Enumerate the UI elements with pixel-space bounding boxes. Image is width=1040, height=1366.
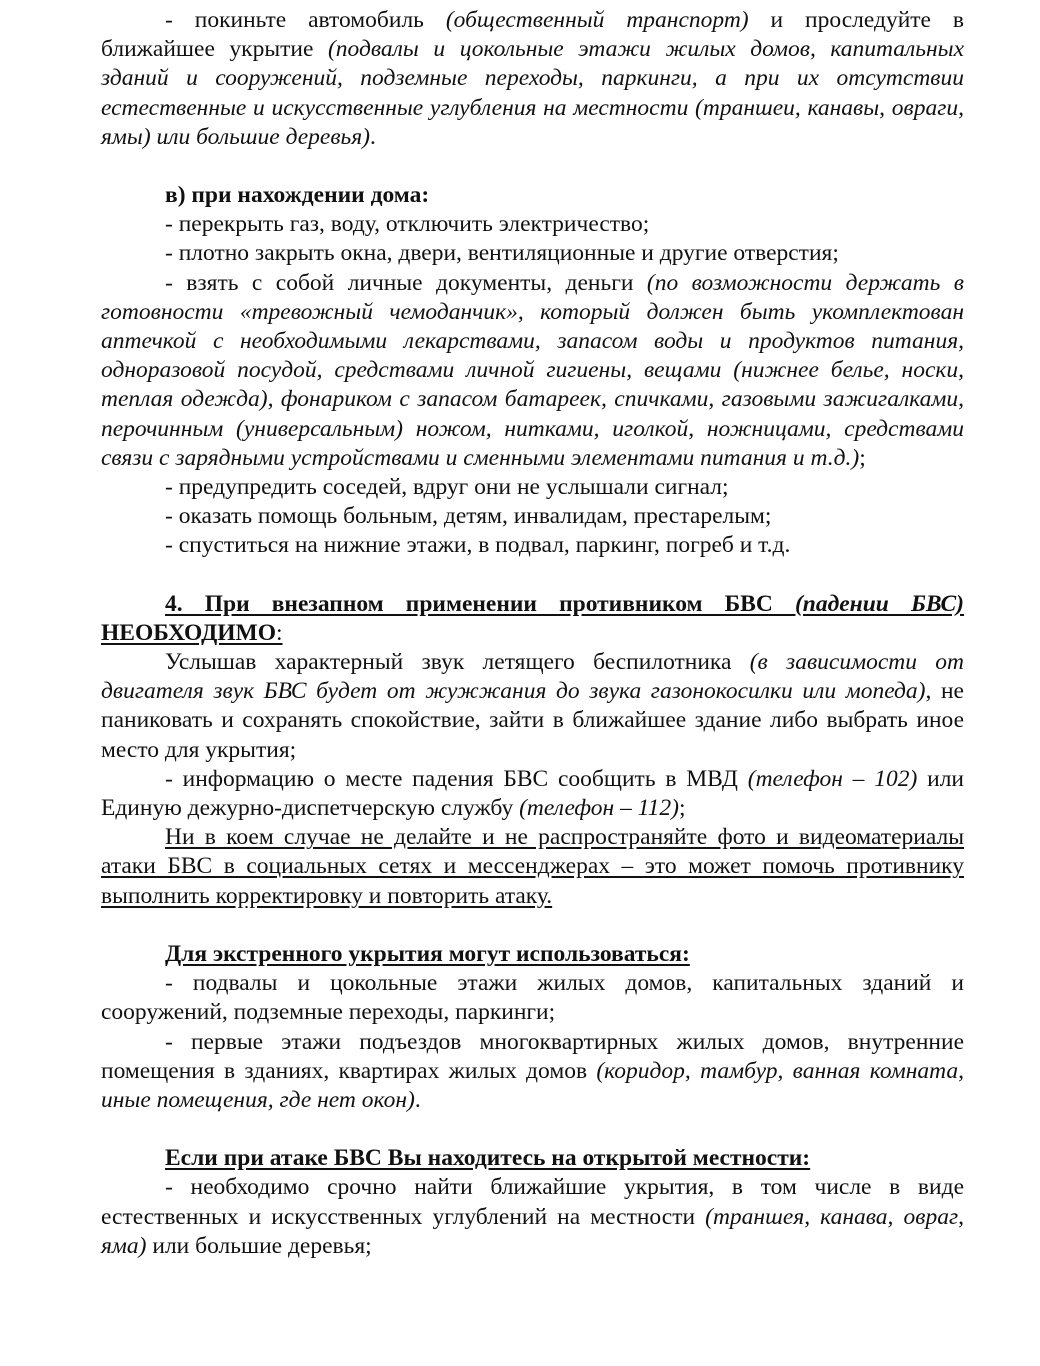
heading-colon: :: [275, 619, 283, 646]
text-run: .: [370, 123, 376, 150]
list-item: [101, 1173, 964, 1261]
list-item: - предупредить соседей, вдруг они не услышали сигнал;: [165, 474, 729, 501]
at-home-heading: в) при нахождении дома:: [165, 182, 430, 209]
heading-text: 4. При внезапном применении противником БВС: [165, 590, 795, 617]
text-run: - первые этажи подъездов многоквартирных жилых домов, внутренние помещения в зданиях, квартирах жилых домов: [101, 1028, 964, 1084]
text-run: или большие деревья;: [146, 1232, 372, 1259]
section-4-heading: [101, 590, 964, 648]
list-item: [101, 1028, 964, 1116]
document-page: [101, 6, 964, 1261]
list-item: - спуститься на нижние этажи, в подвал, паркинг, погреб и т.д.: [165, 532, 791, 559]
phone-mvd: (телефон – 102): [747, 765, 918, 792]
text-run: ;: [859, 444, 866, 471]
text-run: - покиньте автомобиль: [165, 7, 446, 33]
heading-text-italic: (падении БВС): [794, 590, 964, 617]
list-item: - подвалы и цокольные этажи жилых домов, капитальных зданий и сооружений, подземные переходы, паркинги;: [101, 970, 964, 1026]
text-run-italic: (общественный транспорт): [445, 7, 749, 33]
shelter-heading: Для экстренного укрытия могут использоваться:: [165, 940, 690, 967]
paragraph: [101, 765, 964, 823]
warning-paragraph: Ни в коем случае не делайте и не распространяйте фото и видеоматериалы атаки БВС в социальных сетях и мессенджерах – это может помочь противнику выполнить корректировку и повторить атаку.: [101, 824, 964, 909]
text-run-italic: (траншея, канава, овраг, яма): [101, 1203, 964, 1259]
leave-car-paragraph: [101, 6, 964, 152]
text-run: , не паниковать и сохранять спокойствие, зайти в ближайшее здание либо выбрать иное место для укрытия;: [101, 678, 964, 763]
text-run: или Единую дежурно-диспетчерскую службу: [101, 765, 964, 822]
text-run: - информацию о месте падения БВС сообщить в МВД: [165, 765, 748, 792]
text-run-italic: (по возможности держать в готовности «тревожный чемоданчик», который должен быть укомплектован аптечкой с необходимыми лекарствами, запасом воды и продуктов питания, одноразовой посудой, средствами личной гигиены, вещами (нижнее белье, носки, теплая одежда), фонариком с запасом батареек, спичками, газовыми зажигалками, перочинным (универсальным) ножом, нитками, иголкой, ножницами, средствами связи с зарядными устройствами и сменными элементами питания и т.д.): [101, 269, 964, 471]
text-run: Услышав характерный звук летящего беспилотника: [165, 649, 750, 676]
spacer: [101, 152, 964, 181]
text-run: ;: [679, 795, 686, 822]
heading-necessary: НЕОБХОДИМО: [101, 619, 276, 646]
spacer: [101, 911, 964, 940]
text-run: - взять с собой личные документы, деньги: [165, 269, 647, 296]
list-item: - оказать помощь больным, детям, инвалидам, престарелым;: [165, 503, 772, 530]
list-item: [101, 269, 964, 473]
text-run: .: [414, 1086, 421, 1113]
text-run-italic: (коридор, тамбур, ванная комната, иные помещения, где нет окон): [101, 1057, 964, 1113]
spacer: [101, 1115, 964, 1144]
phone-edds: (телефон – 112): [519, 795, 680, 822]
text-run-italic: (в зависимости от двигателя звук БВС будет от жужжания до звука газонокосилки или мопеда): [101, 649, 964, 705]
open-area-heading: Если при атаке БВС Вы находитесь на открытой местности:: [165, 1145, 811, 1172]
paragraph: [101, 648, 964, 765]
spacer: [101, 561, 964, 590]
text-run-italic: (подвалы и цокольные этажи жилых домов, капитальных зданий и сооружений, подземные переходы, паркинги, а при их отсутствии естественные и искусственные углубления на местности (траншеи, канавы, овраги, ямы) или большие деревья): [101, 36, 964, 150]
list-item: - плотно закрыть окна, двери, вентиляционные и другие отверстия;: [165, 240, 839, 267]
text-run: - необходимо срочно найти ближайшие укрытия, в том числе в виде естественных и искусственных углублений на местности: [101, 1174, 964, 1230]
text-run: и проследуйте в ближайшее укрытие: [101, 7, 965, 63]
list-item: - перекрыть газ, воду, отключить электричество;: [165, 211, 650, 238]
